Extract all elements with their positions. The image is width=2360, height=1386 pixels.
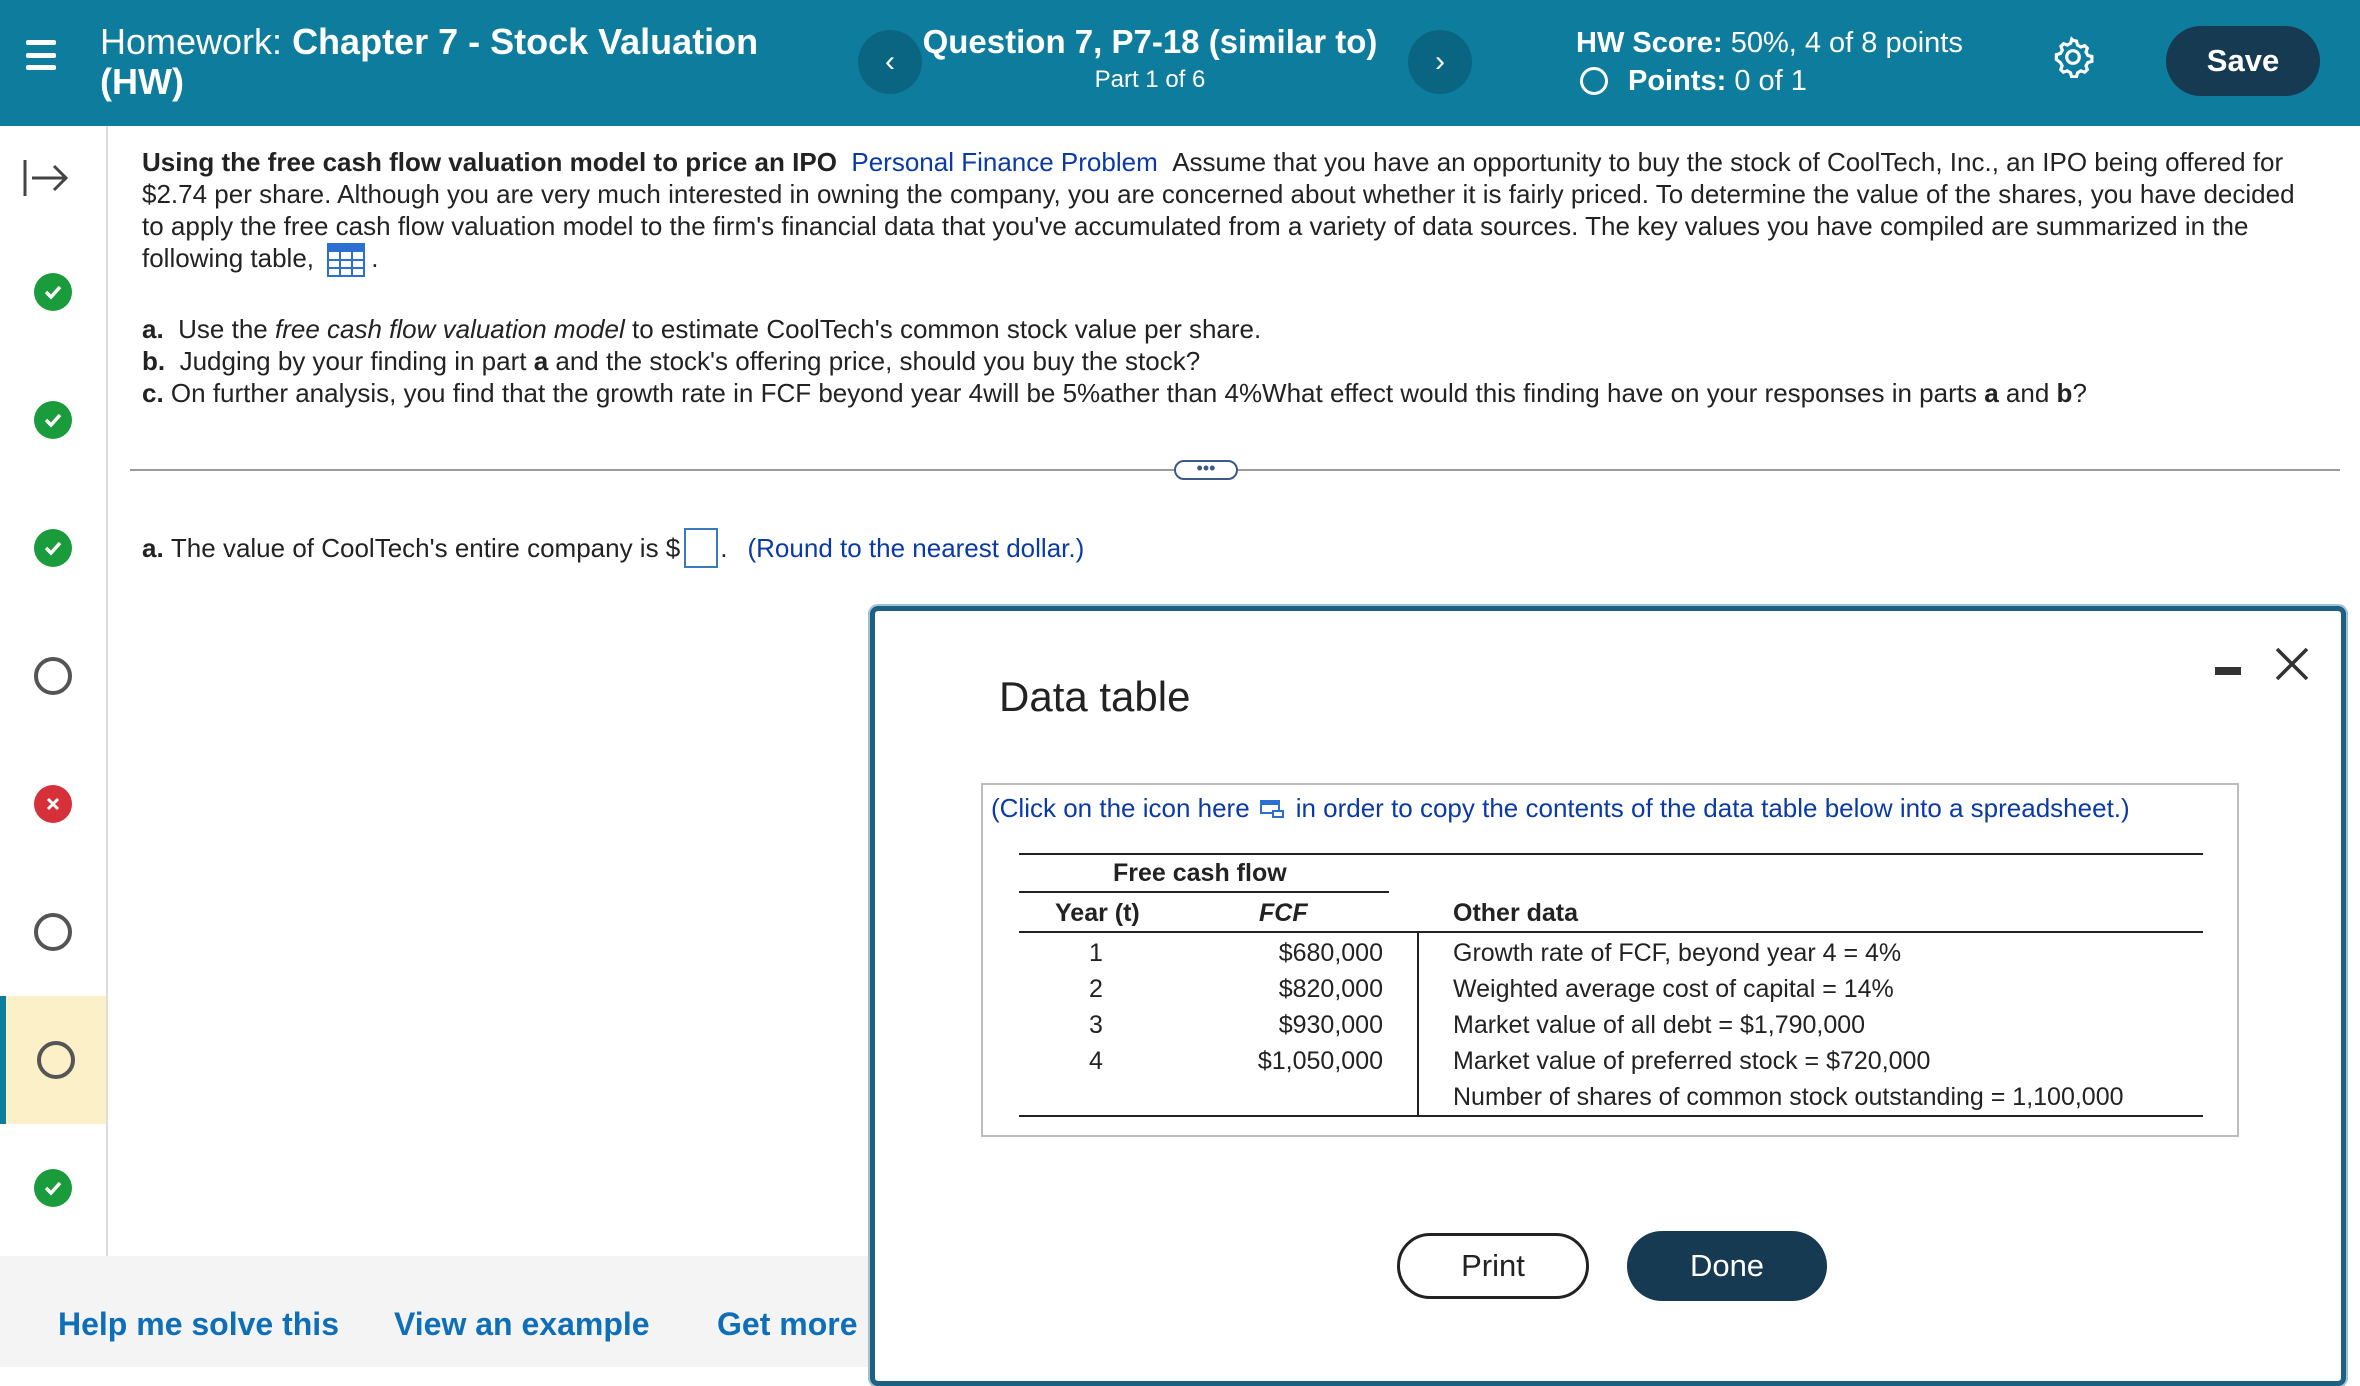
- get-more-help-button[interactable]: Get more: [717, 1306, 858, 1342]
- problem-tag: Personal Finance Problem: [851, 147, 1158, 177]
- hw-score-value: 50%, 4 of 8 points: [1730, 27, 1963, 59]
- fcf-group-header: Free cash flow: [1113, 859, 1287, 887]
- data-table-dialog: [870, 606, 2346, 1386]
- problem-content: [142, 146, 2322, 409]
- data-table-frame: [981, 783, 2239, 1137]
- more-options-button[interactable]: [1174, 460, 1238, 480]
- ellipsis-icon: •••: [1196, 458, 1216, 478]
- minimize-icon[interactable]: [2215, 667, 2241, 675]
- score-block: [1576, 24, 1963, 100]
- answer-label: a.: [142, 532, 164, 563]
- check-circle-icon: [34, 273, 72, 311]
- question-rail: [0, 126, 108, 1256]
- fcf-value-cell: $820,000: [1278, 975, 1383, 1003]
- save-button[interactable]: Save: [2166, 26, 2320, 96]
- part-b-bold: a: [533, 346, 549, 377]
- rail-question-7[interactable]: [0, 996, 106, 1124]
- chevron-right-icon: ›: [1435, 45, 1445, 78]
- problem-parts: [142, 313, 2322, 409]
- copy-note-pre: (Click on the icon here: [991, 793, 1250, 823]
- expand-panel-icon[interactable]: [22, 158, 70, 198]
- other-data-header: Other data: [1453, 899, 1579, 927]
- x-circle-icon: [34, 785, 72, 823]
- homework-prefix: Homework:: [100, 21, 283, 62]
- rail-question-3[interactable]: [0, 484, 106, 612]
- data-table-icon[interactable]: [327, 243, 365, 277]
- column-divider: [1417, 933, 1419, 1115]
- question-part: Part 1 of 6: [1094, 66, 1206, 93]
- rounding-note: (Round to the nearest dollar.): [747, 532, 1085, 563]
- done-button[interactable]: Done: [1627, 1231, 1827, 1301]
- table-top-rule: [1019, 853, 2203, 855]
- part-a-label: a.: [142, 314, 164, 345]
- open-circle-icon: [34, 657, 72, 695]
- other-data-cell: Market value of preferred stock = $720,000: [1453, 1047, 1931, 1075]
- header-rule: [1019, 931, 2203, 933]
- view-example-button[interactable]: View an example: [394, 1306, 650, 1342]
- check-circle-icon: [34, 1169, 72, 1207]
- hamburger-menu-icon[interactable]: [26, 40, 56, 70]
- part-c-a: a: [1984, 378, 1999, 409]
- part-a-em: free cash flow valuation model: [274, 314, 625, 345]
- check-circle-icon: [34, 401, 72, 439]
- fcf-year-cell: 1: [1089, 939, 1103, 967]
- fcf-value-cell: $1,050,000: [1257, 1047, 1383, 1075]
- rail-question-6[interactable]: [0, 868, 106, 996]
- homework-title: [100, 22, 800, 102]
- problem-body-end: .: [371, 243, 379, 273]
- year-column-header: Year (t): [1055, 899, 1140, 927]
- part-c-b: b: [2056, 378, 2073, 409]
- other-data-cell: Weighted average cost of capital = 14%: [1453, 975, 1894, 1003]
- answer-text: The value of CoolTech's entire company is $: [170, 532, 681, 563]
- rail-question-5[interactable]: [0, 740, 106, 868]
- dialog-title: Data table: [999, 673, 1191, 720]
- problem-body: Assume that you have an opportunity to buy the stock of CoolTech, Inc., an IPO being offered for $2.74 per share. Although you are very much interested in owning the company, you are concerned about whether it is fairly priced. To determine the value of the shares, you have decided to apply the free cash flow valuation model to the firm's financial data that you've accumulated from a variety of data sources. The key values you have compiled are summarized in the following table,: [142, 147, 2295, 273]
- part-c: [142, 377, 2322, 409]
- company-value-input[interactable]: [684, 528, 718, 568]
- answer-after: .: [720, 532, 728, 563]
- fcf-value-cell: $680,000: [1278, 939, 1383, 967]
- next-question-button[interactable]: [1408, 30, 1472, 94]
- question-info: [920, 22, 1380, 94]
- points-label: Points:: [1628, 65, 1727, 97]
- part-b-label: b.: [142, 346, 166, 377]
- copy-to-spreadsheet-icon[interactable]: [1260, 799, 1286, 819]
- top-header: [0, 0, 2360, 126]
- open-circle-icon: [37, 1041, 75, 1079]
- part-a: [142, 313, 2322, 345]
- part-c-and: and: [2005, 378, 2050, 409]
- fcf-year-cell: 4: [1089, 1047, 1103, 1075]
- copy-note-post: in order to copy the contents of the data table below into a spreadsheet.): [1295, 793, 2130, 823]
- fcf-year-cell: 3: [1089, 1011, 1103, 1039]
- part-c-label: c.: [142, 378, 164, 409]
- homework-name-line2: (HW): [100, 61, 184, 102]
- problem-lead: Using the free cash flow valuation model to price an IPO: [142, 147, 837, 177]
- points-status-icon: [1580, 67, 1608, 95]
- fcf-year-cell: 2: [1089, 975, 1103, 1003]
- rail-question-8[interactable]: [0, 1124, 106, 1252]
- question-title: Question 7, P7-18 (similar to): [922, 23, 1378, 60]
- other-data-cell: Growth rate of FCF, beyond year 4 = 4%: [1453, 939, 1902, 967]
- chevron-left-icon: ‹: [885, 45, 895, 78]
- rail-question-4[interactable]: [0, 612, 106, 740]
- homework-name: Chapter 7 - Stock Valuation: [292, 21, 759, 62]
- rail-question-2[interactable]: [0, 356, 106, 484]
- part-c-end: ?: [2072, 378, 2087, 409]
- fcf-value-cell: $930,000: [1278, 1011, 1383, 1039]
- points-value: 0 of 1: [1734, 65, 1807, 97]
- part-b: [142, 345, 2322, 377]
- table-bottom-rule: [1019, 1115, 2203, 1117]
- other-data-cell: Number of shares of common stock outstanding = 1,100,000: [1453, 1083, 2124, 1111]
- answer-row: [142, 528, 1084, 568]
- part-c-pre: On further analysis, you find that the growth rate in FCF beyond year 4will be 5%ather than 4%What effect would this finding have on your responses in parts: [170, 378, 1977, 409]
- help-me-solve-button[interactable]: Help me solve this: [58, 1306, 339, 1342]
- rail-question-1[interactable]: [0, 228, 106, 356]
- part-b-pre: Judging by your finding in part: [179, 346, 527, 377]
- copy-instructions: [991, 793, 2130, 824]
- part-a-post: to estimate CoolTech's common stock value per share.: [631, 314, 1262, 345]
- fcf-group-rule: [1019, 891, 1389, 893]
- hw-score-label: HW Score:: [1576, 27, 1723, 59]
- part-b-post: and the stock's offering price, should you buy the stock?: [555, 346, 1201, 377]
- other-data-cell: Market value of all debt = $1,790,000: [1453, 1011, 1866, 1039]
- previous-question-button[interactable]: [858, 30, 922, 94]
- gear-icon[interactable]: [2052, 36, 2094, 78]
- problem-statement: [142, 146, 2322, 277]
- check-circle-icon: [34, 529, 72, 567]
- open-circle-icon: [34, 913, 72, 951]
- part-a-pre: Use the: [178, 314, 268, 345]
- close-icon[interactable]: [2273, 645, 2311, 683]
- print-button[interactable]: Print: [1397, 1233, 1589, 1299]
- fcf-column-header: FCF: [1259, 899, 1308, 927]
